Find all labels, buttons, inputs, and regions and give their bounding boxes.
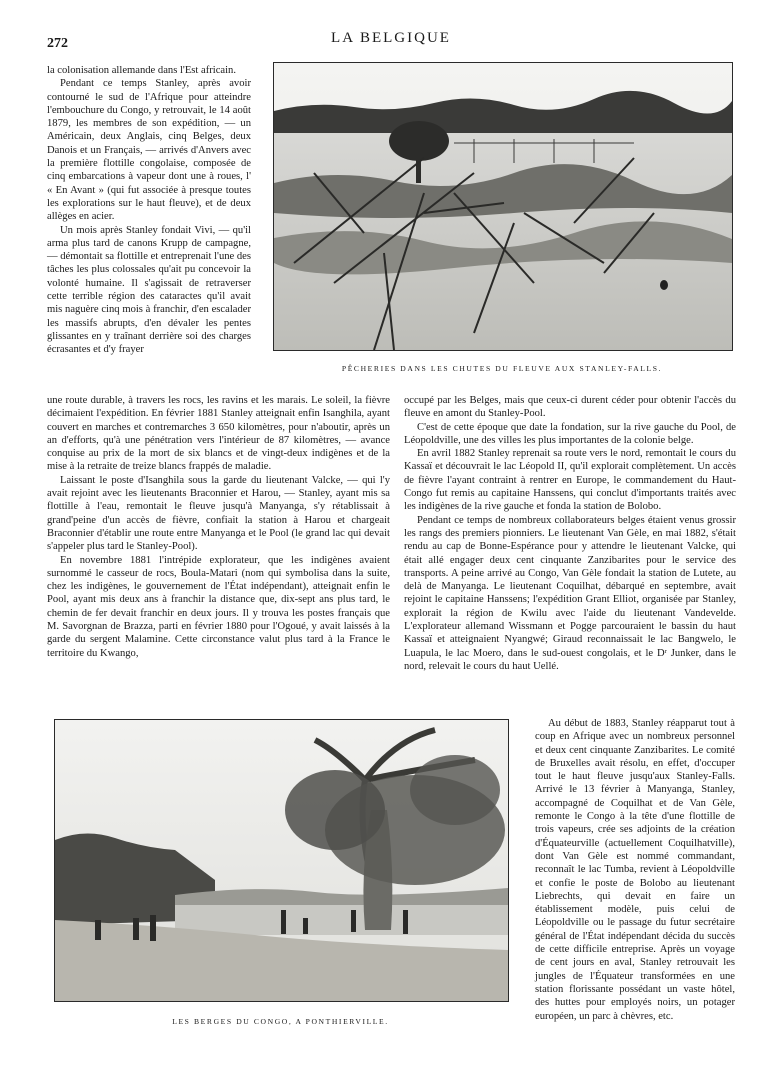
paragraph: la colonisation allemande dans l'Est africain. [47,65,237,76]
page-number: 272 [47,36,68,51]
column-left-bottom [47,394,390,660]
paragraph: Un mois après Stanley fondait Vivi, — qu'il arma plus tard de canons Krupp de campagne, — démontait sa flottille et entreprenait l'une des tâches les plus colossales qu'ait pu concevoir la volonté humaine. Il s'agissait de retraverser cette terrible région des cataractes qu'il avait mis naguère cinq mois à franchir, d'en escalader les massifs abrupts, d'en dévaler les pentes glissantes en y traînant derrière soi des charges écrasantes et d'y frayer [47,224,252,356]
fisheries-illustration [274,63,732,350]
paragraph: C'est de cette époque que date la fondation, sur la rive gauche du Pool, de Léopoldville, une des villes les plus importantes de la colonie belge. [404,421,736,446]
running-head-title: LA BELGIQUE [331,30,451,46]
column-right-bottom [535,717,735,1023]
paragraph: Au début de 1883, Stanley réapparut tout à coup en Afrique avec un nombreux personnel et deux cent cinquante Zanzibarites. Le comité de Bruxelles avait résolu, en effet, d'occuper tout le haut fleuve jusqu'aux Stanley-Falls. Arrivé le 13 février à Manyanga, Stanley, accompagné de Coquilhat et de Van Gèle, remonte le Congo à la tête d'une flottille de trois vapeurs, crée ses adjoints de la création d'Équateurville (actuellement Coquilhatville), dont Van Gèle est nommé commandant, reconnaît le lac Tumba, revient à Léopoldville et confie le poste de Bolobo au lieutenant Liebrechts, qui devait en faire un établissement modèle, puis celui de Léopoldville ou le passage du futur secrétaire général de l'État indépendant décida du succès de cette difficile entreprise. Après un voyage de cent jours en aval, Stanley retrouvait les jungles de l'Équateur transformées en une station florissante possédant un vaste hôtel, des huttes pour employés noirs, un potager européen, un parc à chèvres, etc. [535,718,735,1022]
caption-bottom-photo: LES BERGES DU CONGO, A PONTHIERVILLE. [172,1017,389,1026]
paragraph: occupé par les Belges, mais que ceux-ci durent céder pour obtenir l'accès du fleuve en amont du Stanley-Pool. [404,395,736,420]
paragraph: Pendant ce temps Stanley, après avoir contourné le sud de l'Afrique pour atteindre l'embouchure du Congo, y retrouvait, le 14 août 1879, les membres de son expédition, — un Américain, deux Anglais, cinq Belges, deux Danois et un Français, — arrivés d'Anvers avec la première flottille congolaise, composée de cinq embarcations à vapeur dont une à roues, l' « En Avant » (qui fut associée à presque toutes les explorations sur le haut fleuve), et de deux allèges en acier. [47,78,251,223]
photo-congo-banks-ponthierville [54,719,509,1002]
congo-banks-illustration [55,720,508,1001]
caption-top-photo: PÊCHERIES DANS LES CHUTES DU FLEUVE AUX STANLEY-FALLS. [341,364,663,373]
paragraph: En avril 1882 Stanley reprenait sa route vers le nord, remontait le cours du Kassaï et découvrait le lac Léopold II, qu'il explorait complètement. Un accès de fièvre l'ayant contraint à rentrer en Europe, le commandement du Haut-Congo fut remis au capitaine Hanssens, qui conclut d'importants traités avec les indigènes de la rive gauche et fonda la station de Bolobo. [404,448,736,513]
paragraph: Pendant ce temps de nombreux collaborateurs belges étaient venus grossir les rangs des premiers pionniers. Le lieutenant Van Gèle, en mai 1882, s'était rendu au cap de Bonne-Espérance pour y attendre le lieutenant Valcke, qui était allé engager deux cent cinquante Zanzibarites pour le service des transports. A peine arrivé au Congo, Van Gèle fondait la station de Lutete, au delà de Manyanga. Le lieutenant Coquilhat, débarqué en septembre, avait rejoint le capitaine Hanssens; l'expédition Grant Elliot, organisée par Stanley, explorait la région de Kwilu avec l'aide du lieutenant Vandevelde. L'explorateur allemand Wissmann et Pogge parcouraient le bassin du haut Kassaï et atteignaient Nyangwé; Giraud reconnaissait le lac Bangwelo, le Luapula, le lac Moero, dans le sud-ouest congolais, et le Dʳ Junker, dans le nord, relevait le cours du haut Uellé. [404,514,736,672]
paragraph: une route durable, à travers les rocs, les ravins et les marais. Le soleil, la fièvre décimaient l'expédition. En février 1881 Stanley atteignait enfin Isanghila, ayant couvert en marches et contremarches 3 650 kilomètres, pour n'aboutir, après un an d'efforts, qu'à une pénétration vers l'intérieur de 87 kilomètres, — avance conquise au prix de la mort de six blancs et de vingt-deux indigènes et de la mise à la retraite de treize blancs frappés de maladie. [47,395,390,473]
paragraph: Laissant le poste d'Isanghila sous la garde du lieutenant Valcke, — qui l'y avait rejoint avec les lieutenants Braconnier et Harou, — Stanley, ayant mis sa flottille à l'eau, remontait le fleuve jusqu'à Manyanga, s'y rétablissait à grand'peine d'un accès de fièvre, confiait la station à Harou et chargeait Braconnier d'établir une route entre Manyanga et le Pool (le grand lac qui devait s'appeler plus tard le Stanley-Pool). [47,474,390,553]
column-left-top [47,64,251,357]
photo-stanley-falls-fisheries [273,62,733,351]
paragraph: En novembre 1881 l'intrépide explorateur, que les indigènes avaient surnommé le casseur de rocs, Boula-Matari (nom qui symbolisa dans la suite, chez les indigènes, le gouvernement de l'État indépendant), atteignait enfin le Pool, ayant mis deux ans à franchir la distance que, dix-sept ans plus tard, le chemin de fer devait franchir en deux jours. Il y trouva les postes français que M. Savorgnan de Brazza, parti en février 1880 pour l'Ogoué, y avait laissés à la garde du sergent Malamine. Cette circonstance valut plus tard à la France le territoire du Kwango, [47,554,390,659]
column-right-middle [404,394,736,673]
